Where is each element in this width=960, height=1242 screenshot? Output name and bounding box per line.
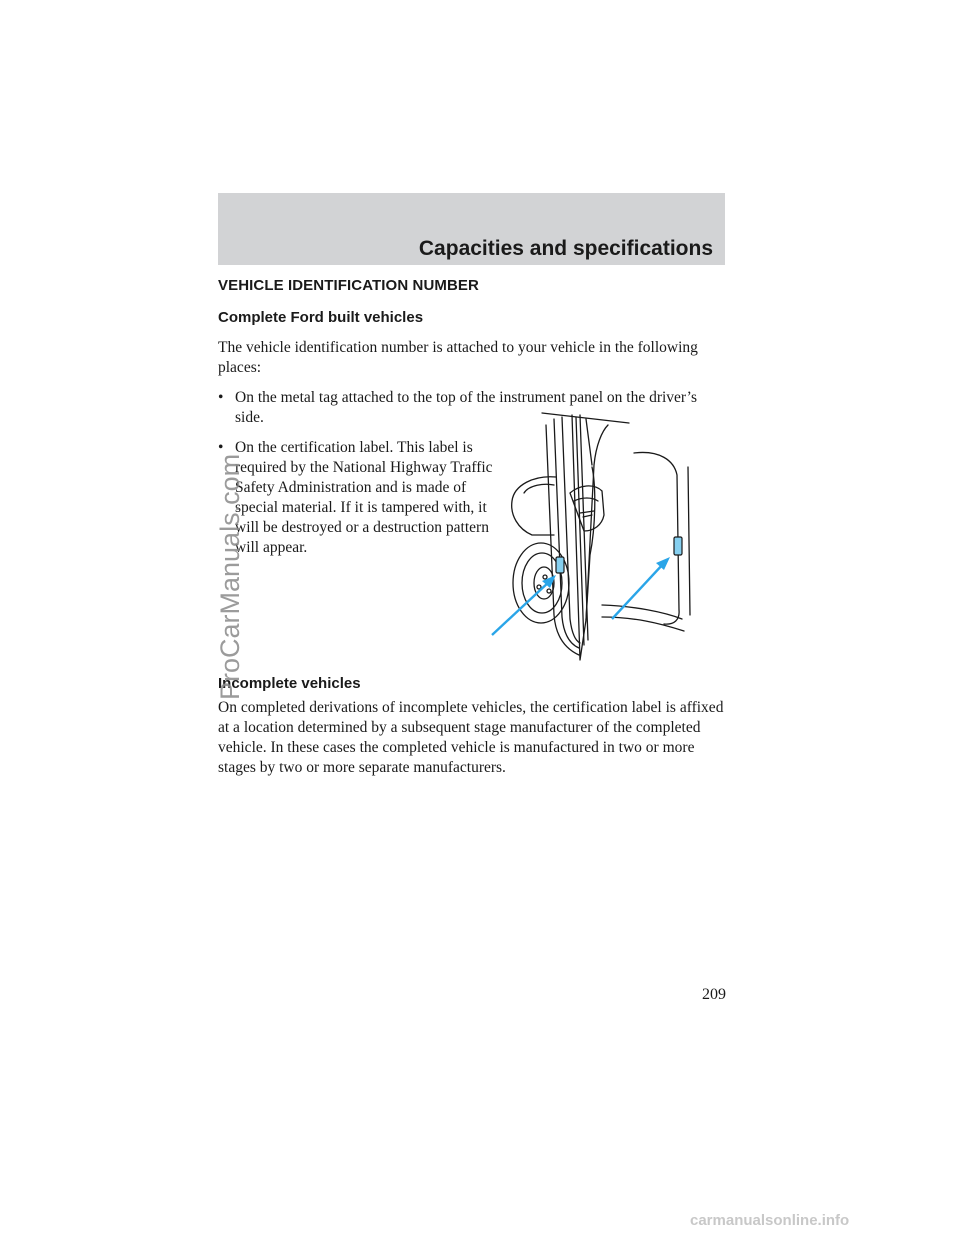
chapter-header <box>218 193 725 265</box>
list-item-text: On the certification label. This label is required by the National Highway Traffic Safety Administration and is made of special material. If it is tampered with, it will be destroyed or a destruction pattern will appear. <box>235 439 493 556</box>
intro-paragraph: The vehicle identification number is attached to your vehicle in the following places: <box>218 339 698 376</box>
bullet-icon: • <box>218 439 224 456</box>
chapter-title: Capacities and specifications <box>418 237 713 260</box>
door-label-illustration-icon <box>484 405 724 665</box>
incomplete-section <box>218 674 725 778</box>
watermark-text: ProCarManuals.com <box>215 453 245 700</box>
incomplete-paragraph: On completed derivations of incomplete vehicles, the certification label is affixed at a location determined by a subsequent stage manufacturer of the completed vehicle. In these cases the completed vehicle is manufactured in two or more stages by two or more separate manufacturers. <box>218 699 724 776</box>
subsection-heading-incomplete: Incomplete vehicles <box>218 675 361 692</box>
list-item <box>218 438 497 558</box>
list-item-text: On the metal tag attached to the top of the instrument panel on the driver’s side. <box>235 389 697 426</box>
subsection-heading-complete: Complete Ford built vehicles <box>218 309 424 326</box>
page-number: 209 <box>702 986 726 1003</box>
section-heading: VEHICLE IDENTIFICATION NUMBER <box>218 277 479 294</box>
bullet-icon: • <box>218 389 224 406</box>
site-watermark: carmanualsonline.info <box>690 1212 850 1229</box>
